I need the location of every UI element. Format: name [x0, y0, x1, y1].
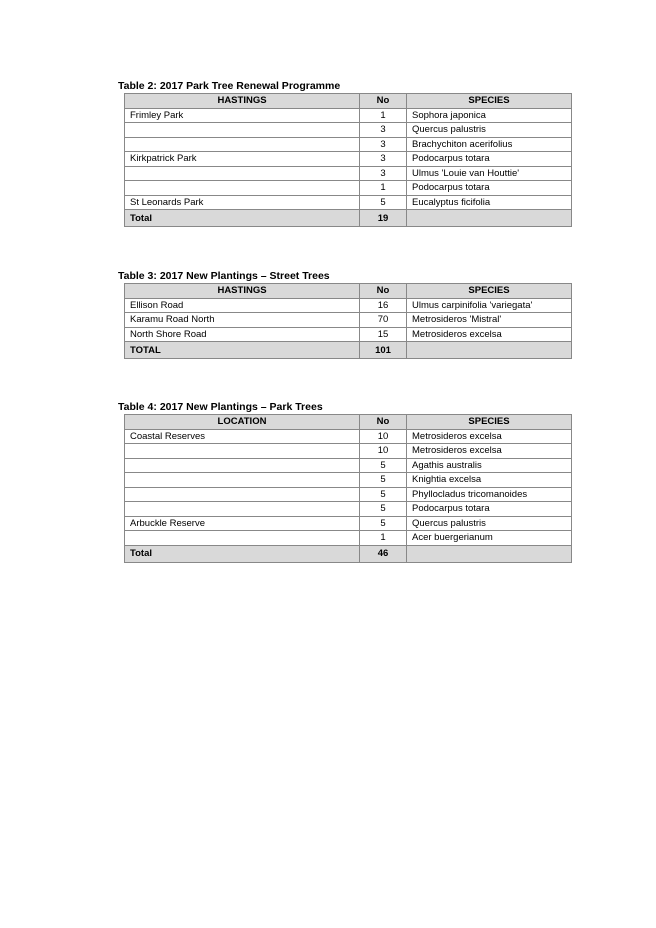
species-cell: Knightia excelsa — [407, 473, 572, 488]
table-row — [125, 181, 572, 196]
total-value: 46 — [360, 545, 407, 562]
total-value: 101 — [360, 342, 407, 359]
table-row — [125, 313, 572, 328]
total-row — [125, 545, 572, 562]
column-header-no: No — [360, 284, 407, 299]
table-row — [125, 166, 572, 181]
location-cell: Arbuckle Reserve — [125, 516, 360, 531]
location-cell — [125, 181, 360, 196]
column-header-hastings: HASTINGS — [125, 284, 360, 299]
number-cell: 3 — [360, 166, 407, 181]
number-cell: 5 — [360, 458, 407, 473]
table-4 — [124, 414, 572, 563]
total-label: Total — [125, 545, 360, 562]
table-row — [125, 429, 572, 444]
total-row — [125, 210, 572, 227]
location-cell — [125, 487, 360, 502]
table-4-caption: Table 4: 2017 New Plantings – Park Trees — [118, 401, 323, 413]
location-cell — [125, 137, 360, 152]
table-row — [125, 473, 572, 488]
column-header-species: SPECIES — [407, 94, 572, 109]
number-cell: 16 — [360, 298, 407, 313]
number-cell: 5 — [360, 473, 407, 488]
table-header-row — [125, 284, 572, 299]
table-row — [125, 195, 572, 210]
species-cell: Metrosideros excelsa — [407, 444, 572, 459]
location-cell — [125, 123, 360, 138]
table-row — [125, 516, 572, 531]
table-row — [125, 152, 572, 167]
number-cell: 3 — [360, 152, 407, 167]
table-row — [125, 108, 572, 123]
location-cell: Ellison Road — [125, 298, 360, 313]
table-row — [125, 298, 572, 313]
table-row — [125, 502, 572, 517]
total-empty-cell — [407, 210, 572, 227]
number-cell: 1 — [360, 108, 407, 123]
total-empty-cell — [407, 342, 572, 359]
species-cell: Sophora japonica — [407, 108, 572, 123]
location-cell: St Leonards Park — [125, 195, 360, 210]
table-3-caption: Table 3: 2017 New Plantings – Street Trees — [118, 270, 330, 282]
location-cell — [125, 473, 360, 488]
table-header-row — [125, 415, 572, 430]
table-row — [125, 487, 572, 502]
location-cell — [125, 166, 360, 181]
total-row — [125, 342, 572, 359]
number-cell: 5 — [360, 502, 407, 517]
table-header-row — [125, 94, 572, 109]
species-cell: Ulmus carpinifolia 'variegata' — [407, 298, 572, 313]
location-cell: Coastal Reserves — [125, 429, 360, 444]
table-row — [125, 531, 572, 546]
column-header-hastings: HASTINGS — [125, 94, 360, 109]
number-cell: 70 — [360, 313, 407, 328]
number-cell: 3 — [360, 123, 407, 138]
column-header-no: No — [360, 415, 407, 430]
table-4-block — [118, 401, 574, 563]
species-cell: Metrosideros excelsa — [407, 429, 572, 444]
location-cell — [125, 444, 360, 459]
location-cell — [125, 531, 360, 546]
table-2-caption: Table 2: 2017 Park Tree Renewal Programme — [118, 80, 341, 92]
number-cell: 15 — [360, 327, 407, 342]
species-cell: Podocarpus totara — [407, 181, 572, 196]
table-row — [125, 327, 572, 342]
species-cell: Podocarpus totara — [407, 152, 572, 167]
species-cell: Metrosideros 'Mistral' — [407, 313, 572, 328]
total-empty-cell — [407, 545, 572, 562]
table-row — [125, 123, 572, 138]
location-cell: Karamu Road North — [125, 313, 360, 328]
column-header-location: LOCATION — [125, 415, 360, 430]
number-cell: 5 — [360, 487, 407, 502]
number-cell: 5 — [360, 195, 407, 210]
species-cell: Metrosideros excelsa — [407, 327, 572, 342]
species-cell: Eucalyptus ficifolia — [407, 195, 572, 210]
location-cell — [125, 458, 360, 473]
table-row — [125, 137, 572, 152]
species-cell: Agathis australis — [407, 458, 572, 473]
species-cell: Brachychiton acerifolius — [407, 137, 572, 152]
location-cell: North Shore Road — [125, 327, 360, 342]
species-cell: Acer buergerianum — [407, 531, 572, 546]
number-cell: 5 — [360, 516, 407, 531]
table-3-block — [118, 270, 574, 359]
location-cell: Frimley Park — [125, 108, 360, 123]
column-header-no: No — [360, 94, 407, 109]
number-cell: 1 — [360, 531, 407, 546]
table-row — [125, 458, 572, 473]
species-cell: Quercus palustris — [407, 123, 572, 138]
species-cell: Podocarpus totara — [407, 502, 572, 517]
total-value: 19 — [360, 210, 407, 227]
table-2 — [124, 93, 572, 227]
species-cell: Phyllocladus tricomanoides — [407, 487, 572, 502]
number-cell: 10 — [360, 444, 407, 459]
number-cell: 10 — [360, 429, 407, 444]
number-cell: 1 — [360, 181, 407, 196]
table-row — [125, 444, 572, 459]
species-cell: Ulmus 'Louie van Houttie' — [407, 166, 572, 181]
table-2-block — [118, 80, 574, 227]
location-cell: Kirkpatrick Park — [125, 152, 360, 167]
table-3 — [124, 283, 572, 359]
total-label: Total — [125, 210, 360, 227]
location-cell — [125, 502, 360, 517]
column-header-species: SPECIES — [407, 415, 572, 430]
column-header-species: SPECIES — [407, 284, 572, 299]
species-cell: Quercus palustris — [407, 516, 572, 531]
total-label: TOTAL — [125, 342, 360, 359]
number-cell: 3 — [360, 137, 407, 152]
